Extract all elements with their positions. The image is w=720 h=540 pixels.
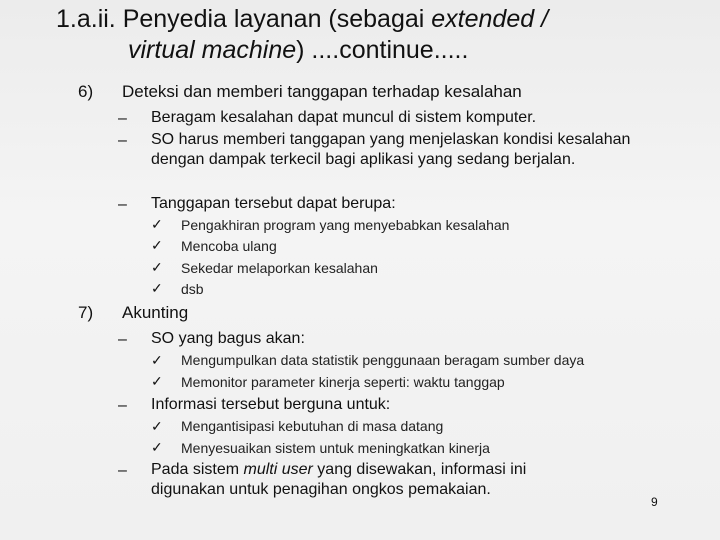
sub-list-item: Sekedar melaporkan kesalahan [181, 260, 378, 276]
sub-list-item: Pengakhiran program yang menyebabkan kesalahan [181, 217, 510, 233]
item-heading: Deteksi dan memberi tanggapan terhadap kesalahan [122, 82, 522, 101]
check-icon: ✓ [151, 418, 163, 434]
dash-bullet: – [118, 132, 127, 149]
text-post: yang disewakan, informasi ini digunakan untuk penagihan ongkos pemakaian. [151, 461, 527, 498]
check-icon: ✓ [151, 216, 163, 232]
dash-bullet: – [118, 331, 127, 348]
dash-bullet: – [118, 196, 127, 213]
slide-title [56, 4, 716, 66]
title-em-1: extended / [431, 5, 549, 33]
item-number: 7) [78, 303, 94, 322]
check-icon: ✓ [151, 280, 163, 296]
check-icon: ✓ [151, 259, 163, 275]
item-heading: Akunting [122, 303, 189, 322]
title-prefix: 1.a.ii. Penyedia layanan (sebagai [56, 5, 432, 33]
sub-list-item: dsb [181, 281, 204, 297]
dash-bullet: – [118, 397, 127, 414]
list-item: Tanggapan tersebut dapat berupa: [151, 195, 396, 212]
list-item: Informasi tersebut berguna untuk: [151, 396, 391, 413]
title-rest: ) ....continue..... [296, 36, 469, 64]
text-pre: Pada sistem [151, 461, 244, 478]
check-icon: ✓ [151, 352, 163, 368]
list-item: Beragam kesalahan dapat muncul di sistem komputer. [151, 109, 537, 126]
sub-list-item: Mengantisipasi kebutuhan di masa datang [181, 418, 444, 434]
check-icon: ✓ [151, 237, 163, 253]
item-number: 6) [78, 82, 94, 101]
page-number: 9 [651, 495, 658, 509]
check-icon: ✓ [151, 439, 163, 455]
list-item [151, 460, 591, 500]
sub-list-item: Mengumpulkan data statistik penggunaan beragam sumber daya [181, 352, 585, 368]
sub-list-item: Menyesuaikan sistem untuk meningkatkan kinerja [181, 440, 490, 456]
list-item: SO harus memberi tanggapan yang menjelaskan kondisi kesalahan dengan dampak terkecil bagi aplikasi yang sedang berjalan. [151, 131, 631, 168]
dash-bullet: – [118, 462, 127, 479]
sub-list-item: Mencoba ulang [181, 238, 277, 254]
sub-list-item: Memonitor parameter kinerja seperti: waktu tanggap [181, 374, 505, 390]
title-line-2 [56, 35, 716, 66]
title-em-2: virtual machine [128, 36, 297, 64]
list-item: SO yang bagus akan: [151, 330, 305, 347]
text-em: multi user [243, 461, 313, 478]
dash-bullet: – [118, 110, 127, 127]
check-icon: ✓ [151, 373, 163, 389]
